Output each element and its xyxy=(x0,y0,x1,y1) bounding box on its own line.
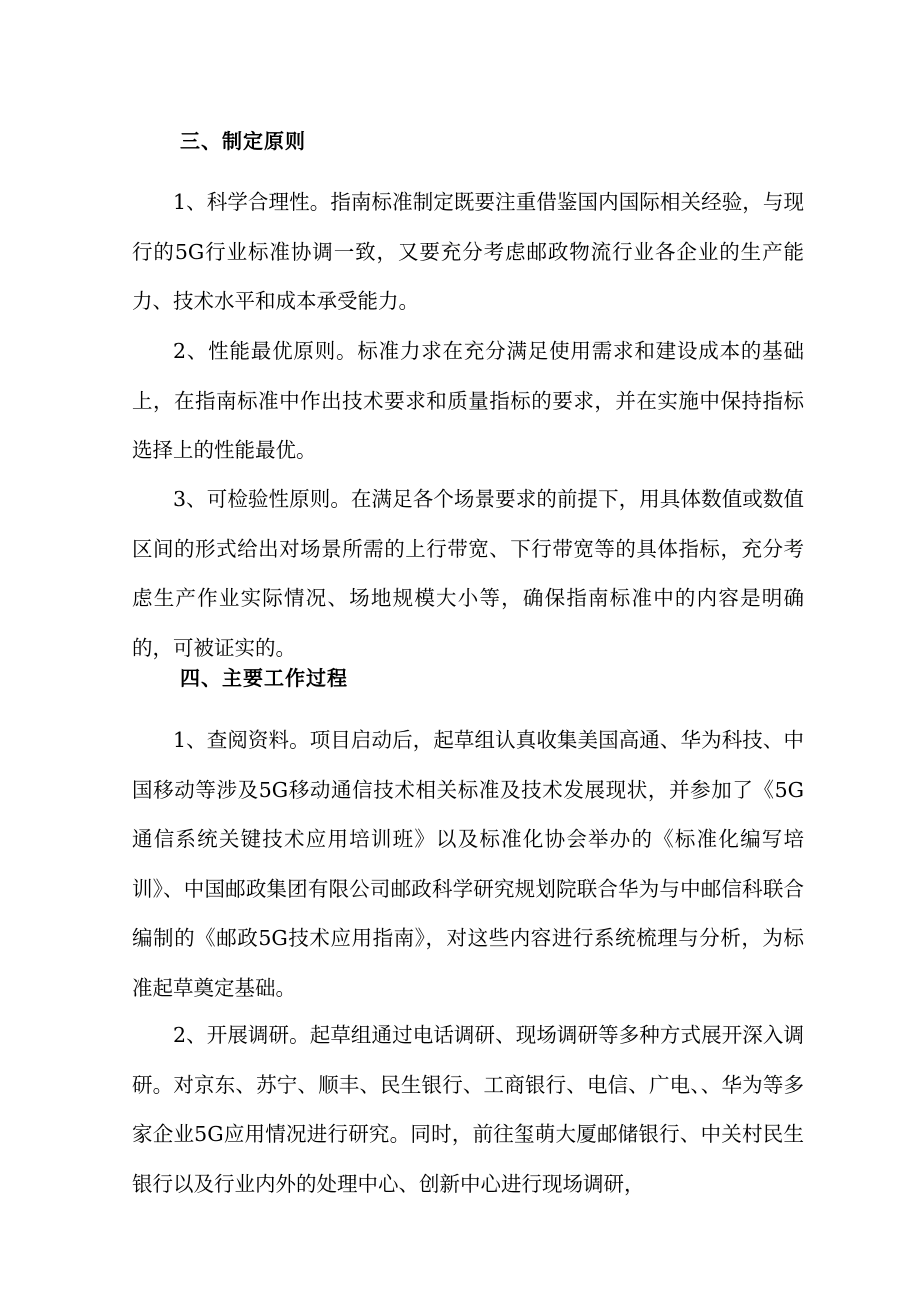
section-heading-principles: 三、制定原则 xyxy=(180,129,306,153)
paragraph-performance: 2、性能最优原则。标准力求在充分满足使用需求和建设成本的基础上，在指南标准中作出技术要求和质量指标的要求，并在实施中保持指标选择上的性能最优。 xyxy=(132,339,804,462)
paragraph-field-survey: 2、开展调研。起草组通过电话调研、现场调研等多种方式展开深入调研。对京东、苏宁、顺丰、民生银行、工商银行、电信、广电、、华为等多家企业5G应用情况进行研究。同时，前往玺萌大厦邮储银行、中关村民生银行以及行业内外的处理中心、创新中心进行现场调研， xyxy=(132,1023,804,1196)
paragraph-scientific: 1、科学合理性。指南标准制定既要注重借鉴国内国际相关经验，与现行的5G行业标准协调一致，又要充分考虑邮政物流行业各企业的生产能力、技术水平和成本承受能力。 xyxy=(132,190,804,313)
paragraph-verifiability: 3、可检验性原则。在满足各个场景要求的前提下，用具体数值或数值区间的形式给出对场景所需的上行带宽、下行带宽等的具体指标，充分考虑生产作业实际情况、场地规模大小等，确保指南标准中的内容是明确的，可被证实的。 xyxy=(132,487,804,660)
paragraph-research-materials: 1、查阅资料。项目启动后，起草组认真收集美国高通、华为科技、中国移动等涉及5G移动通信技术相关标准及技术发展现状，并参加了《5G通信系统关键技术应用培训班》以及标准化协会举办的《标准化编写培训》、中国邮政集团有限公司邮政科学研究规划院联合华为与中邮信科联合编制的《邮政5G技术应用指南》，对这些内容进行系统梳理与分析，为标准起草奠定基础。 xyxy=(132,728,804,1000)
section-heading-work-process: 四、主要工作过程 xyxy=(180,666,348,690)
